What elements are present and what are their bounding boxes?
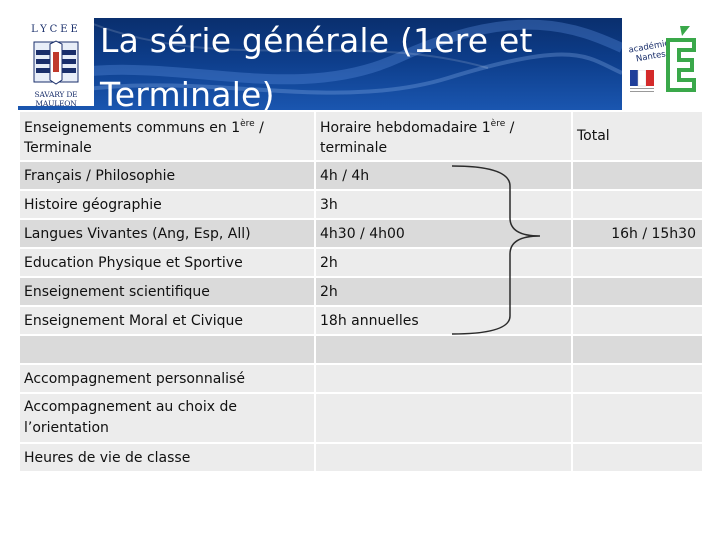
table-row xyxy=(19,161,703,190)
subject-cell: Histoire géographie xyxy=(19,190,315,219)
total-cell: 16h / 15h30 xyxy=(572,219,703,248)
total-cell xyxy=(572,335,703,364)
table-row xyxy=(19,364,703,393)
academy-letter-e-icon xyxy=(664,24,700,94)
total-cell xyxy=(572,161,703,190)
subject-cell: Enseignement scientifique xyxy=(19,277,315,306)
school-logo-name: SAVARY DE MAULEON xyxy=(34,90,78,108)
subject-cell: Accompagnement personnalisé xyxy=(19,364,315,393)
total-cell xyxy=(572,364,703,393)
table-row xyxy=(19,248,703,277)
hours-cell xyxy=(315,393,572,443)
table-row xyxy=(19,277,703,306)
page-title: La série générale (1ere et Terminale) xyxy=(100,21,533,114)
total-cell xyxy=(572,393,703,443)
table-row xyxy=(19,190,703,219)
hours-cell: 2h xyxy=(315,248,572,277)
total-cell xyxy=(572,190,703,219)
table-row xyxy=(19,306,703,335)
school-logo xyxy=(18,18,94,106)
total-cell xyxy=(572,443,703,472)
hours-cell: 4h30 / 4h00 xyxy=(315,219,572,248)
hours-cell xyxy=(315,335,572,364)
column-header-subjects: Enseignements communs en 1ère / Terminale xyxy=(19,111,315,161)
academy-logo-text: académie Nantes xyxy=(627,38,671,65)
subject-cell: Langues Vivantes (Ang, Esp, All) xyxy=(19,219,315,248)
subject-cell: Enseignement Moral et Civique xyxy=(19,306,315,335)
table-row xyxy=(19,335,703,364)
total-cell xyxy=(572,306,703,335)
hours-cell: 18h annuelles xyxy=(315,306,572,335)
schedule-table xyxy=(18,110,704,473)
subject-cell: Français / Philosophie xyxy=(19,161,315,190)
subject-cell: Accompagnement au choix de l’orientation xyxy=(19,393,315,443)
subject-cell xyxy=(19,335,315,364)
total-cell xyxy=(572,248,703,277)
hours-cell: 2h xyxy=(315,277,572,306)
total-cell xyxy=(572,277,703,306)
subject-cell: Education Physique et Sportive xyxy=(19,248,315,277)
school-logo-top-text: LYCEE xyxy=(31,24,81,35)
table-row xyxy=(19,393,703,443)
hours-cell: 3h xyxy=(315,190,572,219)
subject-cell: Heures de vie de classe xyxy=(19,443,315,472)
table-row xyxy=(19,219,703,248)
hours-cell xyxy=(315,364,572,393)
hours-cell: 4h / 4h xyxy=(315,161,572,190)
hours-cell xyxy=(315,443,572,472)
column-header-hours: Horaire hebdomadaire 1ère / terminale xyxy=(315,111,572,161)
school-crest-icon xyxy=(32,40,80,86)
table-row xyxy=(19,443,703,472)
column-header-total: Total xyxy=(572,111,703,161)
